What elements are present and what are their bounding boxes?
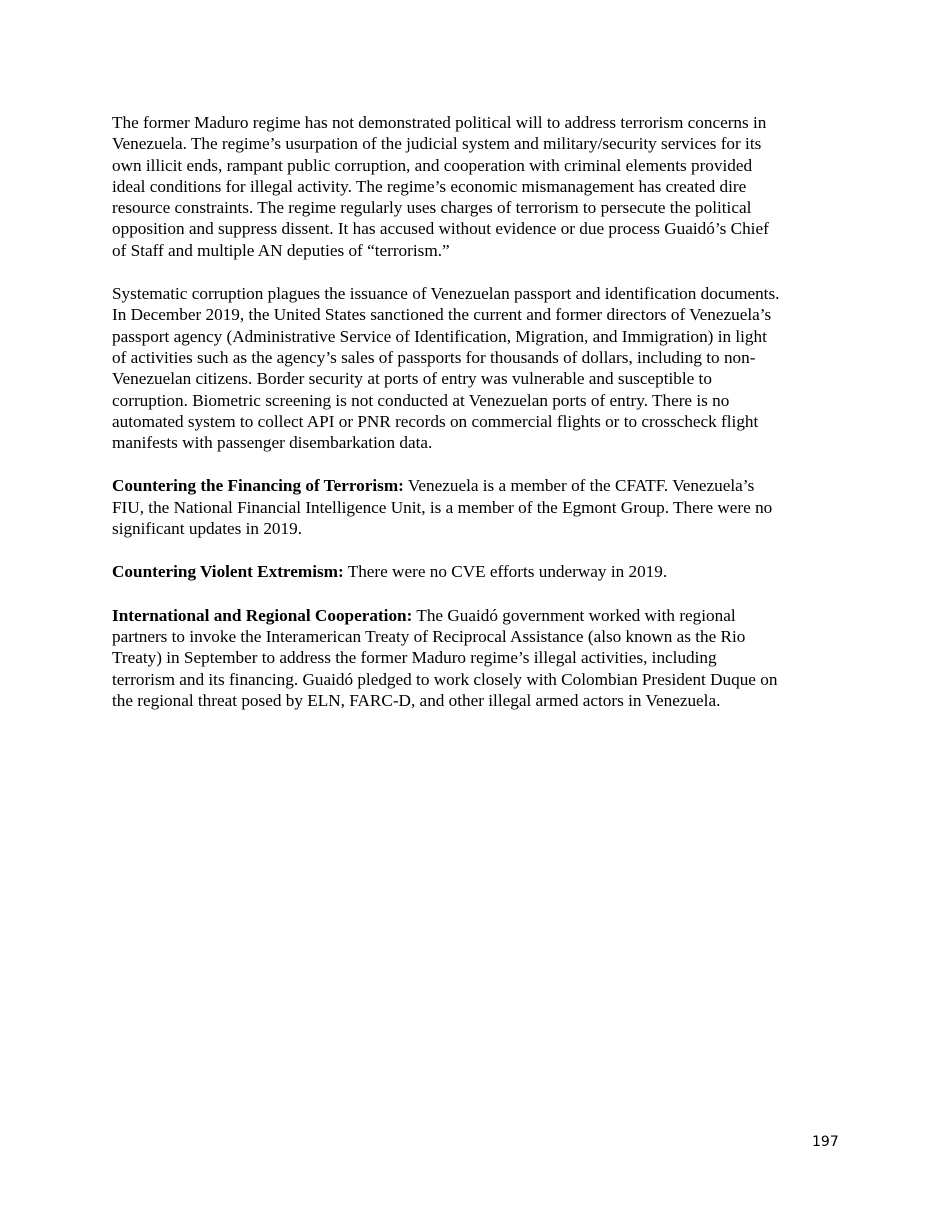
paragraph-financing-of-terrorism — [112, 475, 844, 539]
page-number: 197 — [812, 1134, 839, 1150]
paragraph-body: Systematic corruption plagues the issuance of Venezuelan passport and identification documents. In December 2019, the United States sanctioned the current and former directors of Venezuela’s passport agency (Administrative Service of Identification, Migration, and Immigration) in light of activities such as the agency’s sales of passports for thousands of dollars, including to non- Venezuelan citizens. Border security at ports of entry was vulnerable and susceptible to corruption. Biometric screening is not conducted at Venezuelan ports of entry. There is no automated system to collect API or PNR records on commercial flights or to crosscheck flight manifests with passenger disembarkation data. — [112, 284, 780, 453]
paragraph-body: The Guaidó government worked with regional partners to invoke the Interamerican Treaty of Reciprocal Assistance (also known as the Rio Treaty) in September to address the former Maduro regime’s illegal activities, including terrorism and its financing. Guaidó pledged to work closely with Colombian President Duque on the regional threat posed by ELN, FARC-D, and other illegal armed actors in Venezuela. — [112, 605, 778, 710]
section-heading-regional-cooperation: International and Regional Cooperation: — [112, 605, 413, 625]
paragraph-violent-extremism — [112, 561, 844, 582]
paragraph-regime-terrorism-concerns — [112, 112, 844, 261]
paragraph-regional-cooperation — [112, 605, 844, 711]
page-body — [112, 112, 844, 733]
paragraph-body: Venezuela is a member of the CFATF. Venezuela’s FIU, the National Financial Intelligence Unit, is a member of the Egmont Group. There were no significant updates in 2019. — [112, 476, 773, 539]
paragraph-passport-corruption — [112, 283, 844, 453]
paragraph-body: The former Maduro regime has not demonstrated political will to address terrorism concerns in Venezuela. The regime’s usurpation of the judicial system and military/security services for its own illicit ends, rampant public corruption, and cooperation with criminal elements provided ideal conditions for illegal activity. The regime’s economic mismanagement has created dire resource constraints. The regime regularly uses charges of terrorism to persecute the political opposition and suppress dissent. It has accused without evidence or due process Guaidó’s Chief of Staff and multiple AN deputies of “terrorism.” — [112, 113, 769, 260]
section-heading-violent-extremism: Countering Violent Extremism: — [112, 562, 344, 582]
section-heading-financing-of-terrorism: Countering the Financing of Terrorism: — [112, 476, 404, 496]
paragraph-body: There were no CVE efforts underway in 2019. — [343, 562, 668, 582]
